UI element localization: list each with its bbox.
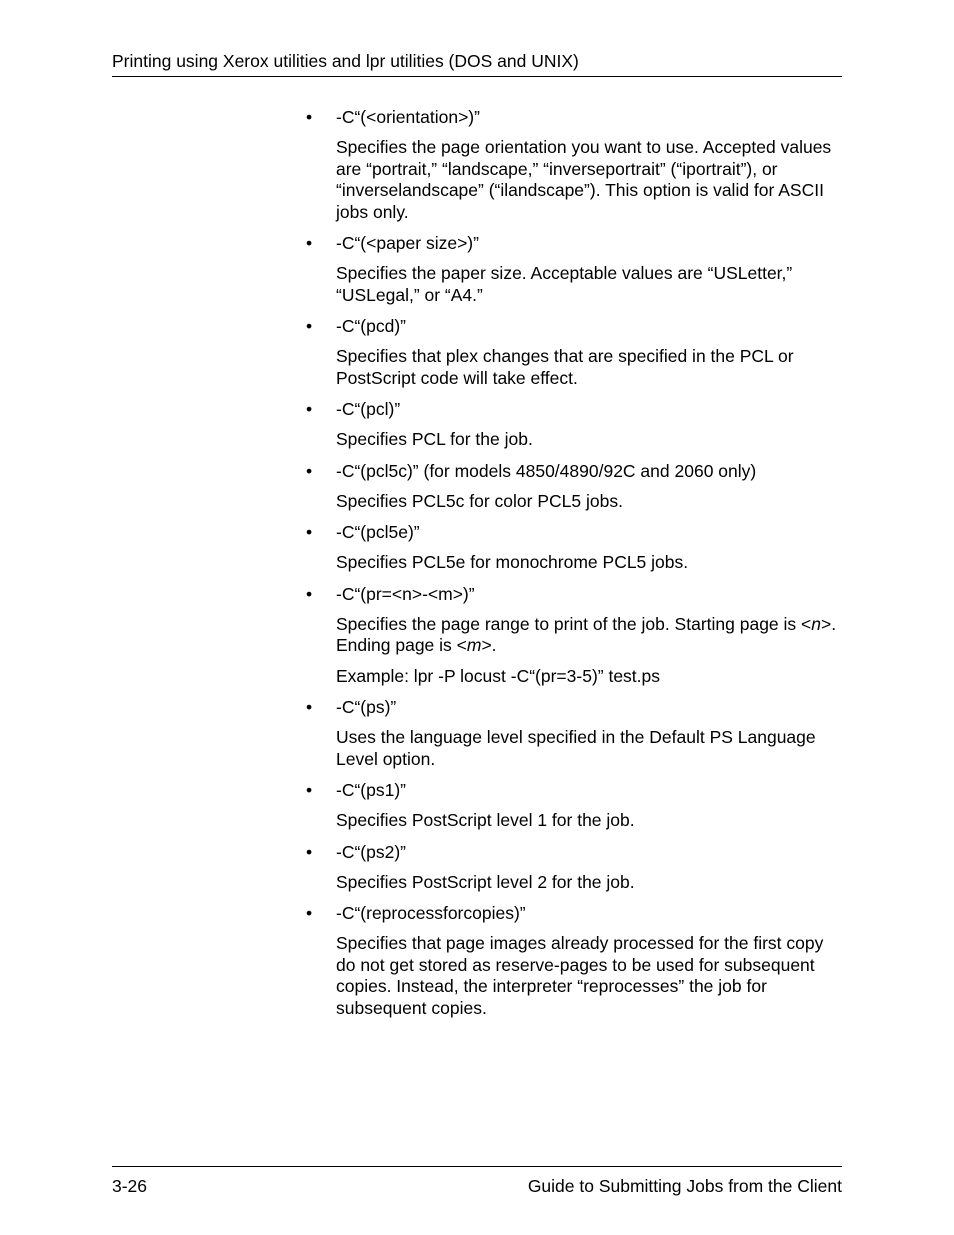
- option-example: Example: lpr -P locust -C“(pr=3-5)” test.ps: [336, 665, 661, 686]
- option-description: Specifies PCL for the job.: [336, 429, 533, 449]
- desc-text: Specifies the page range to print of the job. Starting page is <: [336, 613, 812, 634]
- desc-italic-m: m: [466, 635, 482, 655]
- option-description: Specifies PostScript level 1 for the job.: [336, 810, 635, 830]
- page-number: 3-26: [112, 1176, 148, 1196]
- bullet: •: [306, 583, 313, 604]
- option-description: Specifies the page orientation you want to use. Accepted values are “portrait,” “landscape,” “inverseportrait” (“iportrait”), or “inverselandscape” (“ilandscape”). This option is valid for ASCII jobs only.: [336, 137, 832, 222]
- bullet: •: [306, 316, 313, 336]
- option-name: -C“(ps2)”: [336, 841, 406, 862]
- option-name: -C“(ps)”: [336, 697, 397, 717]
- list-item: [306, 460, 842, 513]
- option-description: [336, 614, 842, 657]
- option-name: -C“(reprocessforcopies)”: [336, 903, 526, 923]
- option-description: Specifies the paper size. Acceptable values are “USLetter,” “USLegal,” or “A4.”: [336, 263, 793, 305]
- option-name: -C“(<orientation>)”: [336, 107, 480, 127]
- bullet: •: [306, 841, 313, 862]
- list-item: [306, 315, 842, 389]
- list-item: [306, 779, 842, 832]
- bullet: •: [306, 697, 313, 717]
- list-item: [306, 696, 842, 770]
- option-name: -C“(pcd)”: [336, 316, 406, 336]
- option-name: -C“(<paper size>)”: [336, 233, 479, 253]
- option-description: Specifies PostScript level 2 for the job.: [336, 871, 635, 892]
- bullet: •: [306, 107, 313, 127]
- option-description: Specifies PCL5e for monochrome PCL5 jobs.: [336, 552, 689, 572]
- guide-title: Guide to Submitting Jobs from the Client: [527, 1176, 842, 1196]
- option-description: Specifies that page images already processed for the first copy do not get stored as reserve-pages to be used for subsequent copies. Instead, the interpreter “reprocesses” the job for subsequent copies.: [336, 933, 824, 1018]
- list-item: [306, 902, 842, 1019]
- list-item: [306, 106, 842, 223]
- bullet: •: [306, 233, 313, 253]
- option-description: Uses the language level specified in the Default PS Language Level option.: [336, 727, 816, 769]
- list-item: [306, 232, 842, 306]
- list-item: [306, 841, 842, 894]
- option-list: [306, 106, 842, 1028]
- desc-text: >.: [481, 635, 497, 655]
- list-item: [306, 583, 842, 688]
- bullet: •: [306, 399, 313, 419]
- option-name: -C“(pcl)”: [336, 399, 401, 419]
- running-header: Printing using Xerox utilities and lpr utilities (DOS and UNIX): [112, 50, 842, 77]
- running-footer: [112, 1166, 842, 1197]
- desc-text: >. Ending page is <: [336, 613, 837, 655]
- list-item: [306, 398, 842, 451]
- option-name: -C“(pcl5e)”: [336, 522, 420, 542]
- list-item: [306, 521, 842, 574]
- bullet: •: [306, 780, 313, 800]
- option-name: -C“(pr=<n>-<m>)”: [336, 583, 475, 604]
- bullet: •: [306, 522, 313, 542]
- desc-italic-n: n: [811, 613, 821, 634]
- option-description: Specifies that plex changes that are specified in the PCL or PostScript code will take effect.: [336, 346, 794, 388]
- bullet: •: [306, 903, 313, 923]
- option-name: -C“(pcl5c)” (for models 4850/4890/92C and 2060 only): [336, 460, 757, 481]
- bullet: •: [306, 460, 313, 481]
- option-name: -C“(ps1)”: [336, 780, 406, 800]
- option-description: Specifies PCL5c for color PCL5 jobs.: [336, 490, 623, 511]
